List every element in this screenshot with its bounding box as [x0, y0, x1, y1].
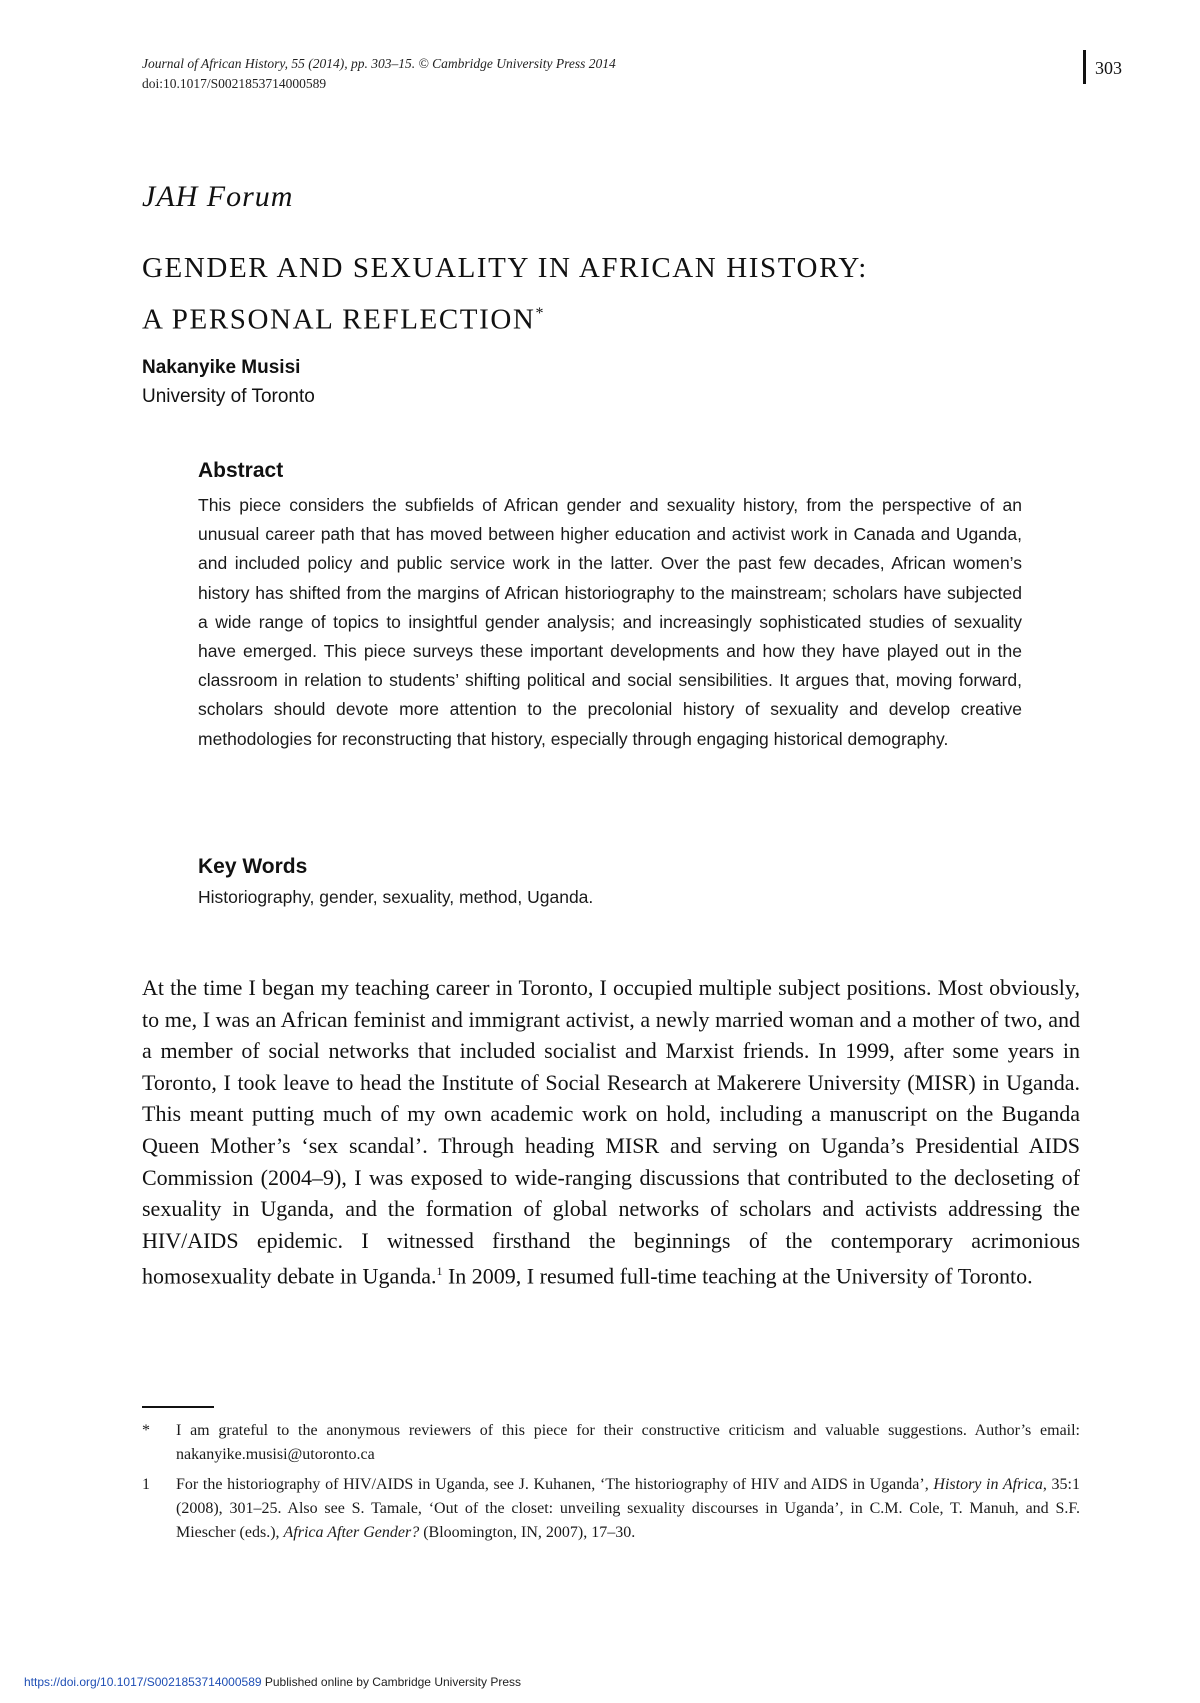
footnote-1-book: Africa After Gender?	[283, 1524, 420, 1541]
title-footnote-marker[interactable]: *	[535, 305, 544, 322]
footnote-divider	[142, 1406, 214, 1408]
journal-citation: Journal of African History, 55 (2014), pp. 303–15. © Cambridge University Press 2014	[142, 56, 616, 71]
abstract-heading: Abstract	[198, 459, 284, 482]
body-text-part-2: In 2009, I resumed full-time teaching at the University of Toronto.	[442, 1263, 1033, 1289]
publisher-footer	[24, 1675, 521, 1689]
article-title	[142, 245, 1042, 343]
footnote-1-marker: 1	[142, 1476, 150, 1493]
footnote-1-text	[176, 1473, 1080, 1545]
footnote-star-text: I am grateful to the anonymous reviewers of this piece for their constructive criticism and valuable suggestions. Author’s email: nakanyike.musisi@utoronto.ca	[176, 1422, 1080, 1463]
page-number: 303	[1095, 58, 1122, 78]
footnote-star-marker: *	[142, 1422, 150, 1439]
body-paragraph	[142, 972, 1080, 1292]
footnote-1	[142, 1473, 1080, 1545]
keywords-heading: Key Words	[198, 855, 308, 878]
footnote-star	[142, 1419, 1080, 1467]
footnote-1-text-a: For the historiography of HIV/AIDS in Uganda, see J. Kuhanen, ‘The historiography of HIV and AIDS in Uganda’,	[176, 1476, 934, 1493]
doi-link[interactable]: https://doi.org/10.1017/S0021853714000589	[24, 1675, 262, 1689]
author-affiliation: University of Toronto	[142, 386, 315, 407]
footnote-1-journal: History in Africa	[933, 1476, 1043, 1493]
title-line-2: A PERSONAL REFLECTION	[142, 303, 536, 336]
page-number-rule	[1083, 50, 1086, 84]
abstract-text: This piece considers the subfields of African gender and sexuality history, from the perspective of an unusual career path that has moved between higher education and activist work in Canada and Uganda, and included policy and public service work in the latter. Over the past few decades, African women’s history has shifted from the margins of African historiography to the mainstream; scholars have subjected a wide range of topics to insightful gender analysis; and increasingly sophisticated studies of sexuality have emerged. This piece surveys these important developments and how they have played out in the classroom in relation to students’ shifting political and social sensibilities. It argues that, moving forward, scholars should devote more attention to the precolonial history of sexuality and develop creative methodologies for reconstructing that history, especially through engaging historical demography.	[198, 495, 1022, 749]
footnote-ref-1[interactable]: 1	[436, 1264, 443, 1279]
article-doi: doi:10.1017/S0021853714000589	[142, 76, 327, 91]
title-line-1: GENDER AND SEXUALITY IN AFRICAN HISTORY:	[142, 252, 868, 284]
body-text-part-1: At the time I began my teaching career in Toronto, I occupied multiple subject positions. Most obviously, to me, I was an African feminist and immigrant activist, a newly married woman and a mother of two, and a member of social networks that included socialist and Marxist friends. In 1999, after some years in Toronto, I took leave to head the Institute of Social Research at Makerere University (MISR) in Uganda. This meant putting much of my own academic work on hold, including a manuscript on the Buganda Queen Mother’s ‘sex scandal’. Through heading MISR and serving on Uganda’s Presidential AIDS Commission (2004–9), I was exposed to wide-ranging discussions that contributed to the decloseting of sexuality in Uganda, and the formation of global networks of scholars and activists addressing the HIV/AIDS epidemic. I witnessed firsthand the beginnings of the contemporary acrimonious homosexuality debate in Uganda.	[142, 975, 1080, 1289]
footnote-1-text-c: (Bloomington, IN, 2007), 17–30.	[419, 1524, 636, 1541]
author-name: Nakanyike Musisi	[142, 357, 301, 378]
keywords-text: Historiography, gender, sexuality, method, Uganda.	[198, 887, 594, 907]
footnote-1-text-b: , 35:1 (2008), 301–25. Also see S. Tamale, ‘Out of the closet: unveiling sexuality discourses in Uganda’, in C.M. Cole, T. Manuh, and S.F. Miescher (eds.),	[176, 1476, 1081, 1541]
section-label: JAH Forum	[142, 180, 294, 213]
publisher-note: Published online by Cambridge University Press	[261, 1675, 521, 1689]
running-header	[142, 54, 616, 94]
